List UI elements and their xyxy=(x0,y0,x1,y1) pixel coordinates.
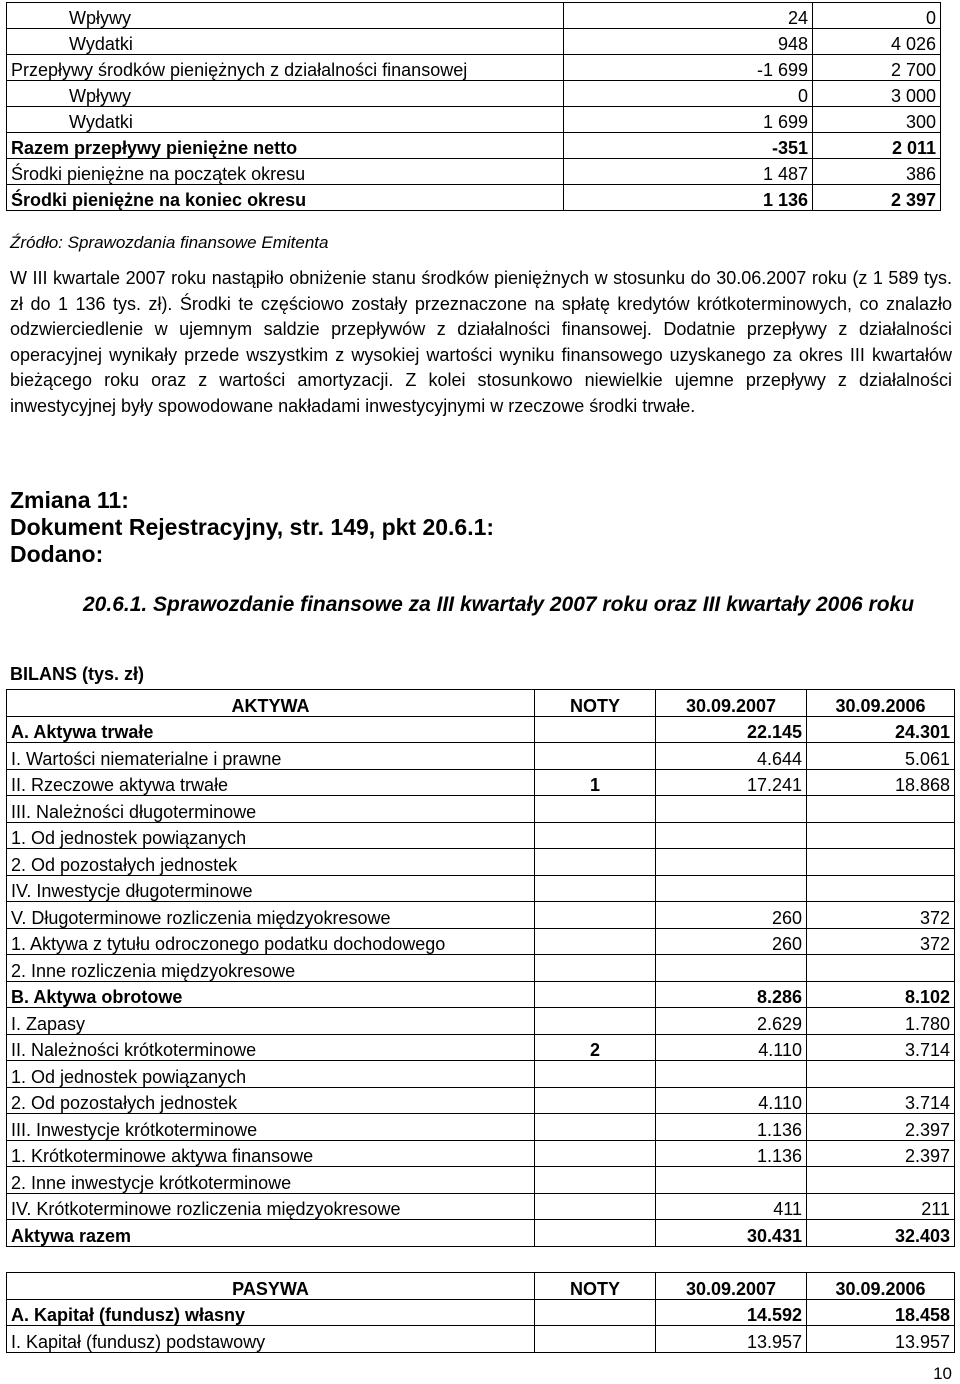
row-label: I. Kapitał (fundusz) podstawowy xyxy=(7,1326,535,1353)
note-ref xyxy=(535,1193,656,1220)
value-2006: 3.714 xyxy=(807,1087,955,1114)
value-2007: 1.136 xyxy=(656,1140,807,1167)
value-2007 xyxy=(656,1167,807,1194)
value-2006 xyxy=(807,1061,955,1088)
value-2006: 5.061 xyxy=(807,743,955,770)
value-2006: 1.780 xyxy=(807,1008,955,1035)
row-label: II. Należności krótkoterminowe xyxy=(7,1034,535,1061)
cashflow-row xyxy=(7,55,941,81)
row-label: III. Należności długoterminowe xyxy=(7,796,535,823)
table-row xyxy=(7,769,955,796)
note-ref xyxy=(535,849,656,876)
note-ref xyxy=(535,1087,656,1114)
value-2006: 2.397 xyxy=(807,1140,955,1167)
note-ref xyxy=(535,1140,656,1167)
value-2007: 24 xyxy=(564,3,813,29)
header-cell: PASYWA xyxy=(7,1273,535,1300)
note-ref: 1 xyxy=(535,769,656,796)
value-2007: 4.110 xyxy=(656,1034,807,1061)
table-row xyxy=(7,849,955,876)
row-label: B. Aktywa obrotowe xyxy=(7,981,535,1008)
value-2006: 211 xyxy=(807,1193,955,1220)
value-2007: 411 xyxy=(656,1193,807,1220)
value-2007: 14.592 xyxy=(656,1299,807,1326)
page-number: 10 xyxy=(933,1364,952,1383)
note-ref xyxy=(535,822,656,849)
value-2006: 372 xyxy=(807,928,955,955)
table-row xyxy=(7,822,955,849)
table-row xyxy=(7,1140,955,1167)
row-label: Razem przepływy pieniężne netto xyxy=(7,133,564,159)
note-ref: 2 xyxy=(535,1034,656,1061)
row-label: IV. Krótkoterminowe rozliczenia międzyokresowe xyxy=(7,1193,535,1220)
value-2007: 30.431 xyxy=(656,1220,807,1247)
value-2006: 3 000 xyxy=(813,81,941,107)
value-2006: 24.301 xyxy=(807,716,955,743)
note-ref xyxy=(535,1299,656,1326)
note-ref xyxy=(535,1061,656,1088)
note-ref xyxy=(535,743,656,770)
value-2007: 13.957 xyxy=(656,1326,807,1353)
table-row xyxy=(7,981,955,1008)
row-label: 1. Aktywa z tytułu odroczonego podatku dochodowego xyxy=(7,928,535,955)
row-label: III. Inwestycje krótkoterminowe xyxy=(7,1114,535,1141)
change-heading: Zmiana 11: xyxy=(10,487,129,513)
value-2006: 32.403 xyxy=(807,1220,955,1247)
value-2006: 8.102 xyxy=(807,981,955,1008)
value-2006: 0 xyxy=(813,3,941,29)
cashflow-table xyxy=(6,2,941,211)
row-label: Przepływy środków pieniężnych z działalności finansowej xyxy=(7,55,564,81)
table-row xyxy=(7,1220,955,1247)
row-label: 2. Inne rozliczenia międzyokresowe xyxy=(7,955,535,982)
table-row xyxy=(7,1061,955,1088)
value-2007: 2.629 xyxy=(656,1008,807,1035)
table-row xyxy=(7,1114,955,1141)
row-label: 2. Od pozostałych jednostek xyxy=(7,849,535,876)
value-2007: 1.136 xyxy=(656,1114,807,1141)
table-row xyxy=(7,955,955,982)
value-2007 xyxy=(656,796,807,823)
row-label: I. Wartości niematerialne i prawne xyxy=(7,743,535,770)
note-ref xyxy=(535,1008,656,1035)
header-cell: 30.09.2007 xyxy=(656,1273,807,1300)
cashflow-row xyxy=(7,159,941,185)
value-2006: 13.957 xyxy=(807,1326,955,1353)
value-2007: 4.644 xyxy=(656,743,807,770)
value-2007 xyxy=(656,849,807,876)
header-cell: AKTYWA xyxy=(7,690,535,717)
table-row xyxy=(7,1034,955,1061)
table-header xyxy=(7,690,955,717)
row-label: 1. Od jednostek powiązanych xyxy=(7,822,535,849)
table-row xyxy=(7,1008,955,1035)
note-ref xyxy=(535,1220,656,1247)
row-label: I. Zapasy xyxy=(7,1008,535,1035)
table-row xyxy=(7,1193,955,1220)
value-2006: 3.714 xyxy=(807,1034,955,1061)
note-ref xyxy=(535,796,656,823)
value-2006: 2.397 xyxy=(807,1114,955,1141)
value-2006 xyxy=(807,822,955,849)
document-reference: Dokument Rejestracyjny, str. 149, pkt 20.6.1: xyxy=(10,514,495,540)
note-ref xyxy=(535,1167,656,1194)
row-label: Wpływy xyxy=(7,3,564,29)
value-2006: 372 xyxy=(807,902,955,929)
value-2006: 300 xyxy=(813,107,941,133)
value-2007 xyxy=(656,955,807,982)
row-label: 1. Od jednostek powiązanych xyxy=(7,1061,535,1088)
table-row xyxy=(7,796,955,823)
note-ref xyxy=(535,1326,656,1353)
row-label: IV. Inwestycje długoterminowe xyxy=(7,875,535,902)
value-2006 xyxy=(807,796,955,823)
row-label: Środki pieniężne na koniec okresu xyxy=(7,185,564,211)
value-2007: 1 487 xyxy=(564,159,813,185)
row-label: 2. Od pozostałych jednostek xyxy=(7,1087,535,1114)
value-2007: 1 136 xyxy=(564,185,813,211)
row-label: 2. Inne inwestycje krótkoterminowe xyxy=(7,1167,535,1194)
note-ref xyxy=(535,955,656,982)
table-row xyxy=(7,902,955,929)
note-ref xyxy=(535,928,656,955)
row-label: A. Aktywa trwałe xyxy=(7,716,535,743)
table-row xyxy=(7,1087,955,1114)
cashflow-row xyxy=(7,133,941,159)
aktywa-table xyxy=(6,689,955,1247)
value-2007: 948 xyxy=(564,29,813,55)
bilans-title: BILANS (tys. zł) xyxy=(10,664,145,684)
table-row xyxy=(7,1299,955,1326)
row-label: Wpływy xyxy=(7,81,564,107)
table-header xyxy=(7,1273,955,1300)
cashflow-row xyxy=(7,3,941,29)
value-2007: 8.286 xyxy=(656,981,807,1008)
value-2007: 260 xyxy=(656,928,807,955)
value-2007: -1 699 xyxy=(564,55,813,81)
value-2007: 260 xyxy=(656,902,807,929)
note-ref xyxy=(535,981,656,1008)
row-label: Wydatki xyxy=(7,107,564,133)
row-label: V. Długoterminowe rozliczenia międzyokresowe xyxy=(7,902,535,929)
header-cell: 30.09.2007 xyxy=(656,690,807,717)
value-2007 xyxy=(656,1061,807,1088)
value-2007: 0 xyxy=(564,81,813,107)
value-2006 xyxy=(807,1167,955,1194)
value-2006: 386 xyxy=(813,159,941,185)
header-cell: NOTY xyxy=(535,690,656,717)
table-row xyxy=(7,716,955,743)
value-2006: 4 026 xyxy=(813,29,941,55)
header-cell: NOTY xyxy=(535,1273,656,1300)
cashflow-row xyxy=(7,185,941,211)
row-label: II. Rzeczowe aktywa trwałe xyxy=(7,769,535,796)
body-paragraph: W III kwartale 2007 roku nastąpiło obniżenie stanu środków pieniężnych w stosunku do 30.06.2007 roku (z 1 589 tys. zł do 1 136 tys. zł). Środki te częściowo zostały przeznaczone na spłatę kredytów krótkoterminowych, co znalazło odzwierciedlenie w ujemnym saldzie przepływów z działalności finansowej. Dodatnie przepływy z działalności operacyjnej wynikały przede wszystkim z wysokiej wartości wyniku finansowego uzyskanego za okres III kwartałów bieżącego roku oraz z wartości amortyzacji. Z kolei stosunkowo niewielkie ujemne przepływy z działalności inwestycyjnej były spowodowane nakładami inwestycyjnymi w rzeczowe środki trwałe. xyxy=(10,268,952,416)
table-row xyxy=(7,743,955,770)
header-cell: 30.09.2006 xyxy=(807,690,955,717)
value-2006: 18.868 xyxy=(807,769,955,796)
value-2007 xyxy=(656,875,807,902)
value-2006: 2 397 xyxy=(813,185,941,211)
source-note: Źródło: Sprawozdania finansowe Emitenta xyxy=(10,233,329,252)
note-ref xyxy=(535,1114,656,1141)
row-label: Wydatki xyxy=(7,29,564,55)
value-2006: 2 011 xyxy=(813,133,941,159)
note-ref xyxy=(535,902,656,929)
note-ref xyxy=(535,875,656,902)
row-label: Środki pieniężne na początek okresu xyxy=(7,159,564,185)
section-subheading: 20.6.1. Sprawozdanie finansowe za III kwartały 2007 roku oraz III kwartały 2006 roku xyxy=(83,593,915,616)
value-2006 xyxy=(807,955,955,982)
cashflow-row xyxy=(7,29,941,55)
value-2007: 22.145 xyxy=(656,716,807,743)
table-row xyxy=(7,1326,955,1353)
table-row xyxy=(7,1167,955,1194)
note-ref xyxy=(535,716,656,743)
value-2006 xyxy=(807,849,955,876)
row-label: A. Kapitał (fundusz) własny xyxy=(7,1299,535,1326)
header-cell: 30.09.2006 xyxy=(807,1273,955,1300)
value-2007: 1 699 xyxy=(564,107,813,133)
value-2006: 18.458 xyxy=(807,1299,955,1326)
row-label: 1. Krótkoterminowe aktywa finansowe xyxy=(7,1140,535,1167)
value-2006 xyxy=(807,875,955,902)
value-2007: 17.241 xyxy=(656,769,807,796)
value-2007: -351 xyxy=(564,133,813,159)
added-label: Dodano: xyxy=(10,541,104,567)
value-2007 xyxy=(656,822,807,849)
table-row xyxy=(7,875,955,902)
cashflow-row xyxy=(7,107,941,133)
value-2006: 2 700 xyxy=(813,55,941,81)
value-2007: 4.110 xyxy=(656,1087,807,1114)
pasywa-table xyxy=(6,1272,955,1353)
row-label: Aktywa razem xyxy=(7,1220,535,1247)
cashflow-row xyxy=(7,81,941,107)
table-row xyxy=(7,928,955,955)
